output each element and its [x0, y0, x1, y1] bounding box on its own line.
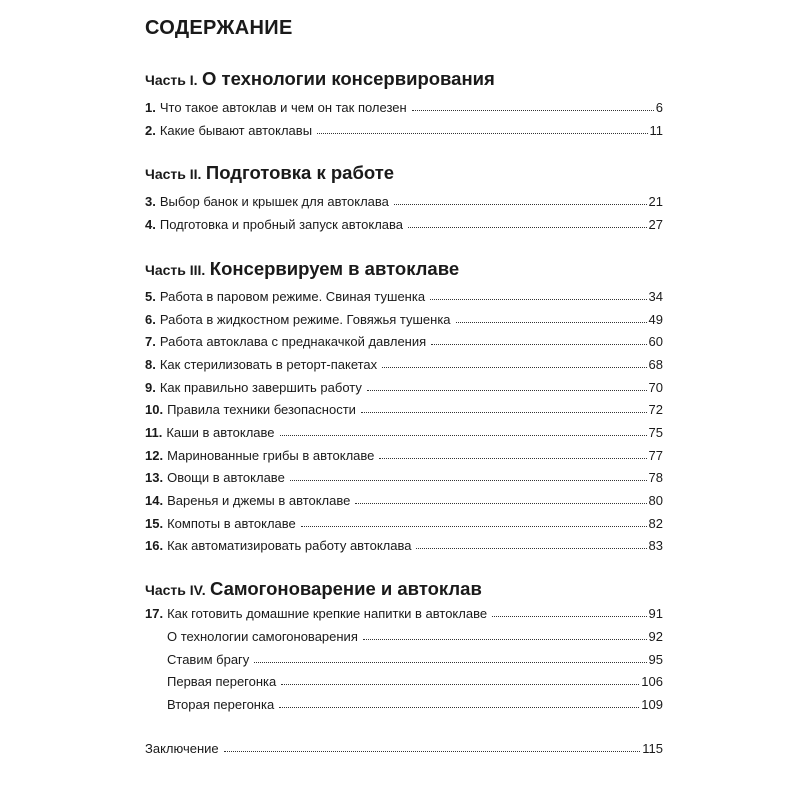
dot-leader — [317, 132, 647, 134]
entry-number: 15. — [145, 516, 164, 531]
dot-leader — [224, 750, 641, 752]
entry-number: 4. — [145, 217, 156, 232]
part-heading — [145, 68, 495, 90]
dot-leader — [394, 203, 647, 205]
entry-page: 115 — [642, 741, 663, 756]
dot-leader — [430, 298, 646, 300]
part-prefix: Часть III. — [145, 262, 206, 278]
entry-number: 12. — [145, 448, 164, 463]
entry-title: Работа автоклава с преднакачкой давления — [159, 334, 427, 349]
dot-leader — [281, 683, 639, 685]
entry-page: 92 — [648, 629, 663, 644]
entry-number: 13. — [145, 470, 164, 485]
entry-title: Правила техники безопасности — [167, 402, 356, 417]
part-title: О технологии консервирования — [202, 68, 495, 89]
entry-page: 68 — [648, 357, 663, 372]
toc-entry — [145, 606, 663, 624]
entry-title: Овощи в автоклаве — [167, 470, 285, 485]
entry-page: 49 — [648, 312, 663, 327]
entry-number: 2. — [145, 123, 156, 138]
dot-leader — [412, 109, 654, 111]
toc-entry — [145, 289, 663, 307]
toc-subentry — [167, 629, 663, 647]
entry-title: Выбор банок и крышек для автоклава — [159, 194, 389, 209]
page-title: СОДЕРЖАНИЕ — [145, 17, 293, 39]
entry-number: 7. — [145, 334, 156, 349]
toc-conclusion — [145, 741, 663, 759]
entry-number: 16. — [145, 538, 164, 553]
toc-entry — [145, 493, 663, 511]
toc-subentry — [167, 697, 663, 715]
entry-page: 70 — [648, 380, 663, 395]
part-title: Подготовка к работе — [205, 162, 395, 183]
entry-page: 27 — [648, 217, 663, 232]
toc-entry — [145, 334, 663, 352]
toc-entry — [145, 402, 663, 420]
entry-page: 77 — [648, 448, 663, 463]
dot-leader — [431, 343, 646, 345]
entry-title: Как автоматизировать работу автоклава — [167, 538, 412, 553]
entry-page: 83 — [648, 538, 663, 553]
toc-entry — [145, 217, 663, 235]
toc-entry — [145, 380, 663, 398]
part-prefix: Часть II. — [145, 166, 202, 182]
toc-entry — [145, 470, 663, 488]
entry-page: 21 — [648, 194, 663, 209]
dot-leader — [492, 615, 646, 617]
entry-title: Компоты в автоклаве — [167, 516, 296, 531]
part-heading — [145, 162, 394, 184]
entry-title: Варенья и джемы в автоклаве — [167, 493, 351, 508]
entry-number: 8. — [145, 357, 156, 372]
dot-leader — [301, 525, 647, 527]
dot-leader — [279, 706, 639, 708]
entry-title: Работа в жидкостном режиме. Говяжья тушенка — [159, 312, 451, 327]
entry-page: 75 — [648, 425, 663, 440]
entry-page: 106 — [641, 674, 663, 689]
entry-title: О технологии самогоноварения — [167, 629, 358, 644]
toc-entry — [145, 538, 663, 556]
toc-subentry — [167, 674, 663, 692]
entry-title: Подготовка и пробный запуск автоклава — [159, 217, 404, 232]
dot-leader — [367, 389, 647, 391]
entry-page: 82 — [648, 516, 663, 531]
dot-leader — [290, 479, 647, 481]
part-heading — [145, 258, 459, 280]
part-heading — [145, 578, 482, 600]
entry-page: 95 — [648, 652, 663, 667]
entry-number: 10. — [145, 402, 164, 417]
entry-title: Вторая перегонка — [167, 697, 275, 712]
entry-number: 9. — [145, 380, 156, 395]
dot-leader — [379, 457, 646, 459]
entry-number: 1. — [145, 100, 156, 115]
entry-page: 6 — [655, 100, 663, 115]
entry-number: 3. — [145, 194, 156, 209]
part-prefix: Часть IV. — [145, 582, 206, 598]
dot-leader — [280, 434, 647, 436]
entry-title: Что такое автоклав и чем он так полезен — [159, 100, 407, 115]
toc-entry — [145, 123, 663, 141]
entry-page: 11 — [649, 123, 663, 138]
entry-page: 60 — [648, 334, 663, 349]
entry-page: 80 — [648, 493, 663, 508]
entry-page: 91 — [648, 606, 663, 621]
entry-page: 109 — [641, 697, 663, 712]
entry-title: Как готовить домашние крепкие напитки в автоклаве — [167, 606, 488, 621]
entry-title: Какие бывают автоклавы — [159, 123, 313, 138]
entry-title: Как стерилизовать в реторт-пакетах — [159, 357, 378, 372]
entry-title: Ставим брагу — [167, 652, 250, 667]
entry-title: Работа в паровом режиме. Свиная тушенка — [159, 289, 426, 304]
entry-title: Заключение — [145, 741, 219, 756]
dot-leader — [416, 547, 646, 549]
entry-title: Как правильно завершить работу — [159, 380, 362, 395]
part-title: Самогоноварение и автоклав — [210, 578, 482, 599]
entry-number: 5. — [145, 289, 156, 304]
entry-title: Первая перегонка — [167, 674, 277, 689]
dot-leader — [355, 502, 646, 504]
toc-entry — [145, 516, 663, 534]
toc-entry — [145, 448, 663, 466]
dot-leader — [361, 411, 647, 413]
entry-page: 72 — [648, 402, 663, 417]
entry-number: 6. — [145, 312, 156, 327]
entry-title: Маринованные грибы в автоклаве — [167, 448, 375, 463]
part-prefix: Часть I. — [145, 72, 198, 88]
toc-entry — [145, 194, 663, 212]
entry-number: 17. — [145, 606, 164, 621]
dot-leader — [363, 638, 647, 640]
entry-page: 78 — [648, 470, 663, 485]
entry-number: 11. — [145, 425, 163, 440]
dot-leader — [382, 366, 646, 368]
entry-title: Каши в автоклаве — [166, 425, 275, 440]
dot-leader — [456, 321, 647, 323]
toc-entry — [145, 425, 663, 443]
toc-entry — [145, 357, 663, 375]
entry-page: 34 — [648, 289, 663, 304]
toc-entry — [145, 312, 663, 330]
toc-entry — [145, 100, 663, 118]
entry-number: 14. — [145, 493, 164, 508]
dot-leader — [408, 226, 647, 228]
toc-subentry — [167, 652, 663, 670]
part-title: Консервируем в автоклаве — [209, 258, 460, 279]
dot-leader — [254, 661, 646, 663]
